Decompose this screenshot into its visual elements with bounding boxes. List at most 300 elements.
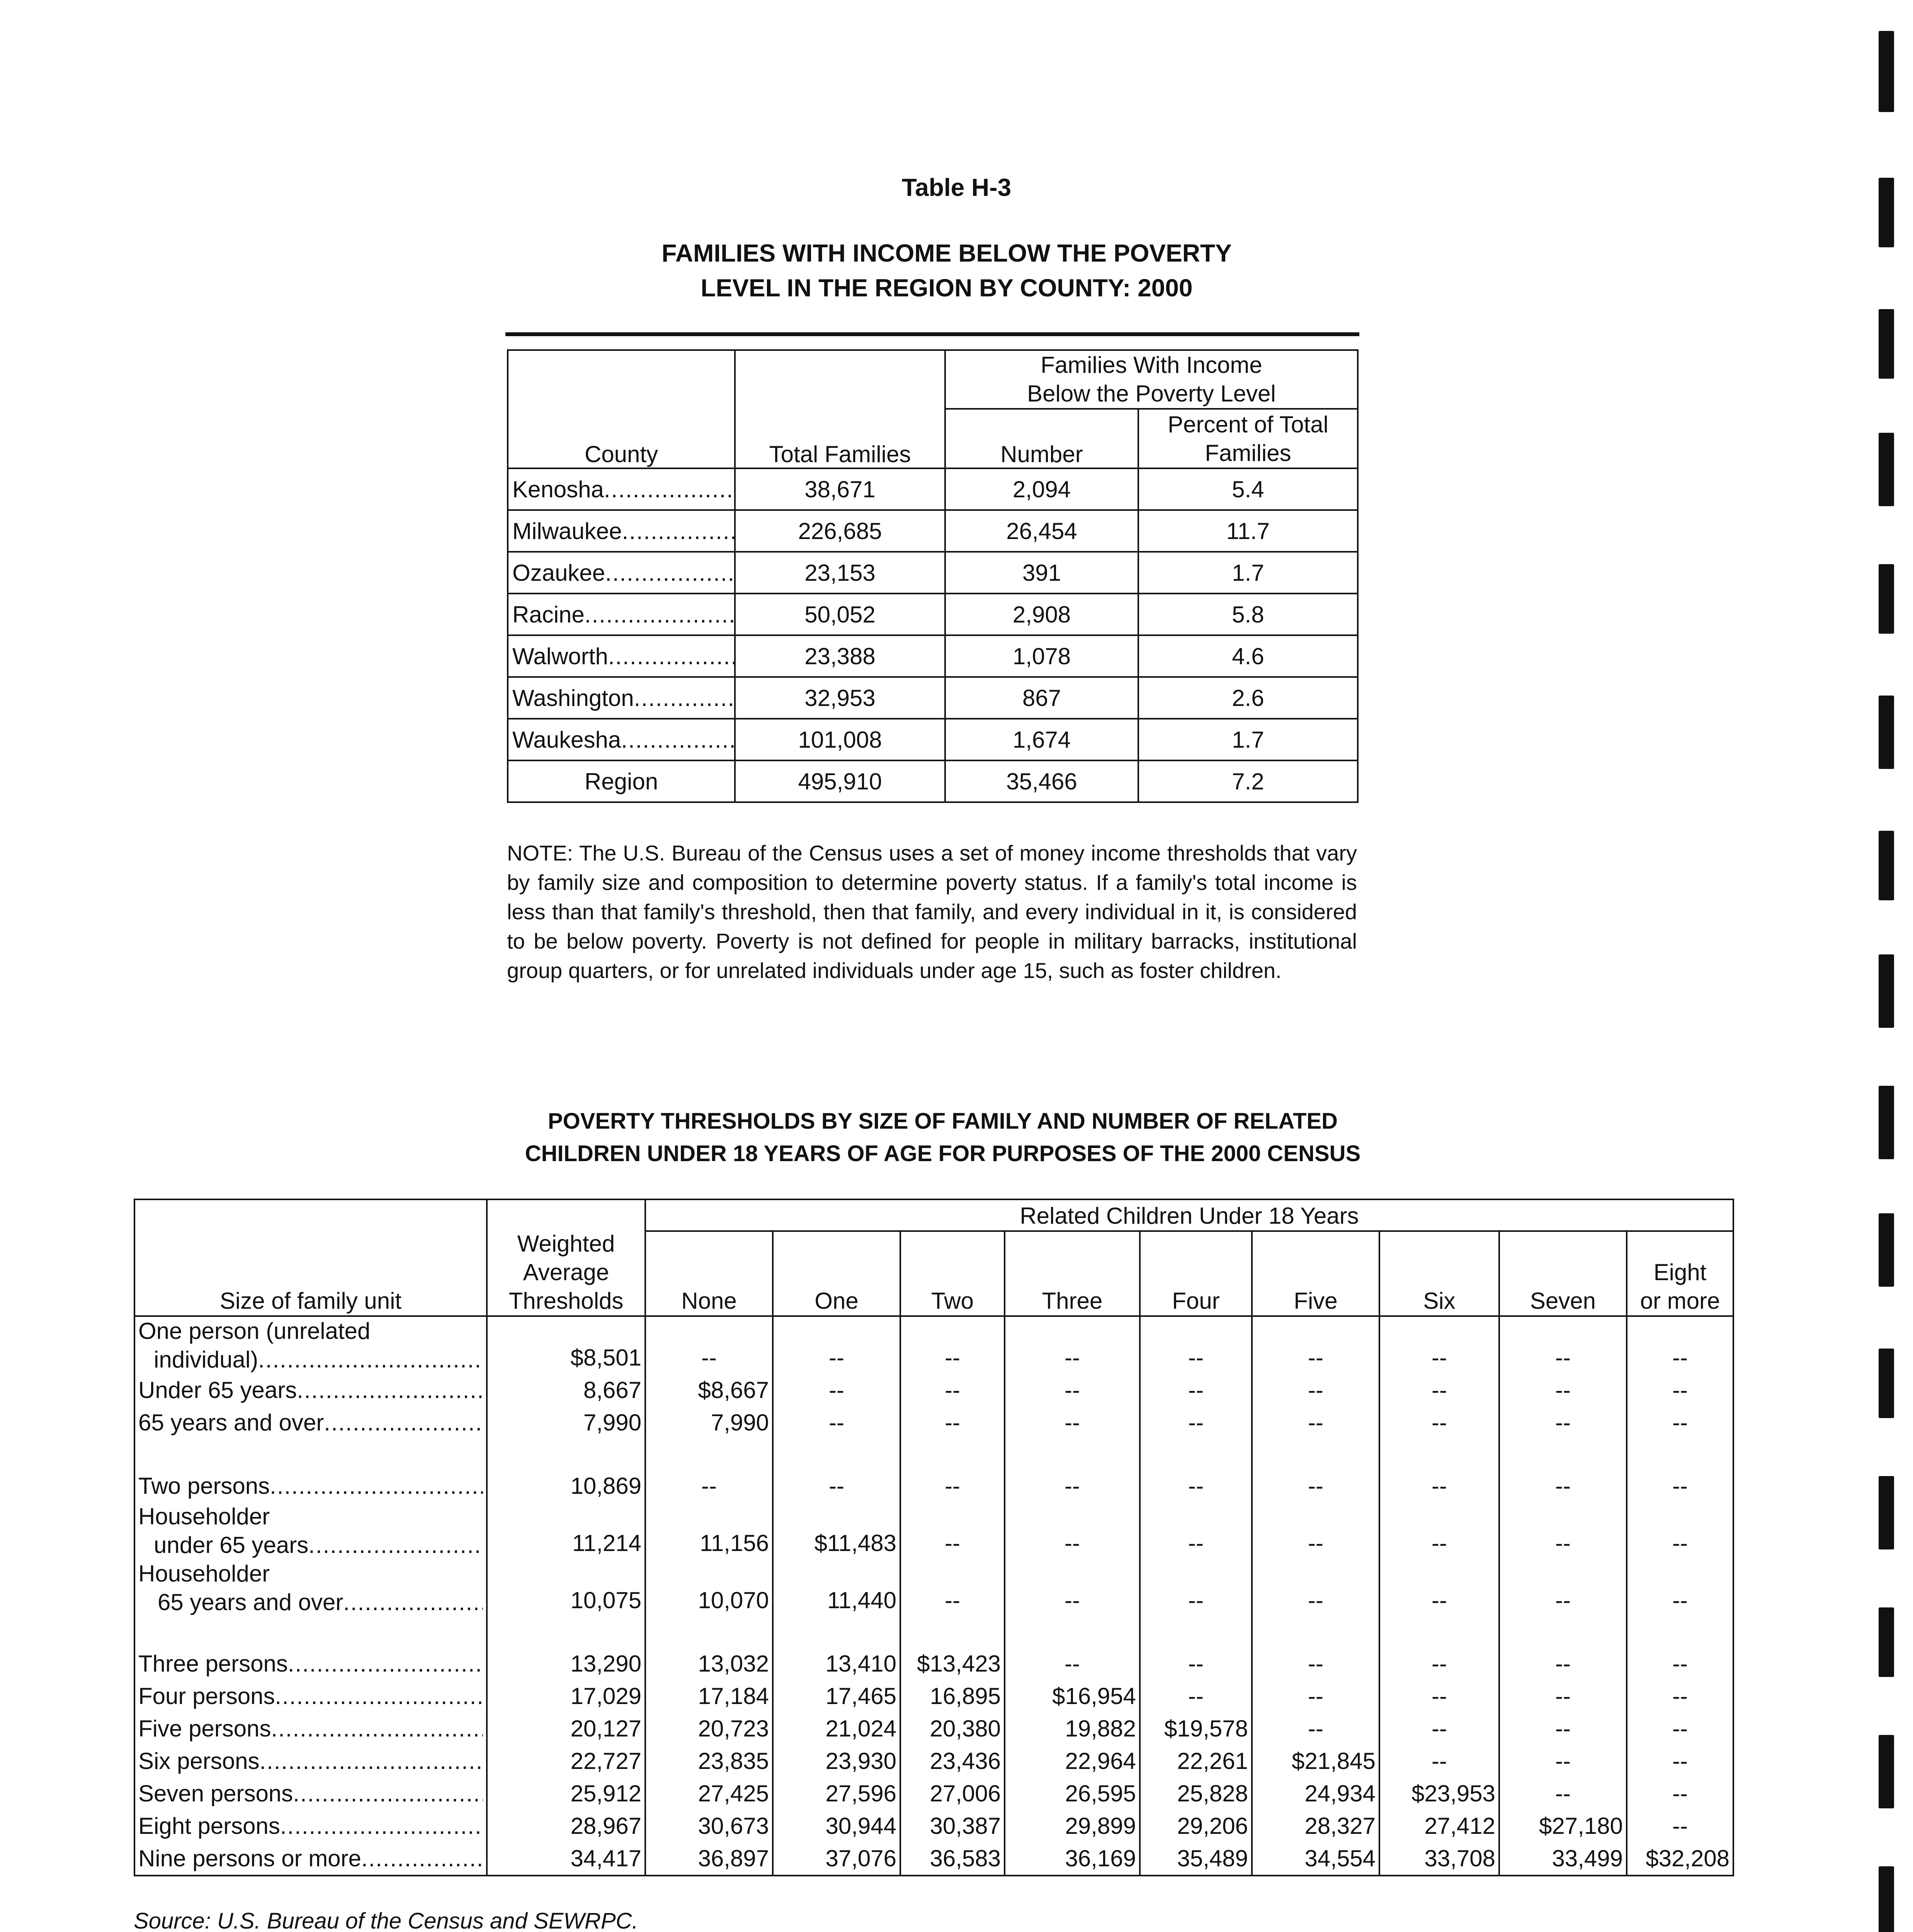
margin-bar [1879,1476,1894,1549]
threshold-cell: -- [1627,1745,1733,1777]
threshold-cell: -- [1379,1560,1499,1617]
threshold-cell: -- [1140,1502,1252,1560]
dot-leader [621,726,734,753]
percent-cell: 4.6 [1138,635,1358,677]
margin-bar [1879,1735,1894,1808]
threshold-cell: $8,667 [645,1374,773,1406]
family-size-label: Four persons [138,1683,275,1709]
family-size-label: individual) [154,1347,258,1372]
threshold-cell: 37,076 [773,1842,900,1876]
margin-bar [1879,1349,1894,1418]
percent-cell: 11.7 [1138,510,1358,552]
threshold-cell: 17,184 [645,1680,773,1713]
spacer-cell [1140,1617,1252,1648]
threshold-cell: -- [1499,1502,1627,1560]
threshold-cell: -- [1252,1713,1379,1745]
threshold-cell: -- [900,1374,1005,1406]
source-note: Source: U.S. Bureau of the Census and SEWRPC. [134,1908,638,1932]
margin-bar [1879,1866,1894,1932]
weighted-threshold-cell: 10,869 [487,1470,645,1502]
weighted-threshold-cell: 10,075 [487,1560,645,1617]
dot-leader [585,601,734,628]
dot-leader [259,1745,483,1777]
threshold-cell: -- [1005,1648,1140,1680]
table-row [134,1713,1733,1745]
threshold-cell: -- [1252,1648,1379,1680]
weighted-threshold-cell: 11,214 [487,1502,645,1560]
county-name: Kenosha [512,476,604,502]
margin-bar [1879,954,1894,1028]
threshold-cell: -- [1252,1316,1379,1374]
threshold-cell: -- [1379,1470,1499,1502]
threshold-cell: 20,723 [645,1713,773,1745]
weighted-threshold-cell: 7,990 [487,1406,645,1439]
table2-body [134,1316,1733,1876]
threshold-cell: -- [1627,1777,1733,1810]
number-cell: 391 [945,552,1138,594]
threshold-cell: -- [1627,1560,1733,1617]
margin-bar [1879,564,1894,634]
threshold-cell: -- [900,1470,1005,1502]
threshold-cell: -- [900,1316,1005,1374]
county-name: Washington [512,685,634,711]
threshold-cell: -- [900,1406,1005,1439]
family-size-cell [134,1648,487,1680]
margin-bar [1879,1086,1894,1159]
total-families-cell: 32,953 [735,677,945,719]
spacer-cell [1499,1439,1627,1470]
threshold-cell: $23,953 [1379,1777,1499,1810]
county-cell [508,594,735,635]
county-cell [508,719,735,760]
dot-leader [324,1406,483,1439]
threshold-cell: 30,387 [900,1810,1005,1842]
percent-cell: 5.4 [1138,468,1358,510]
table-row [508,635,1358,677]
threshold-cell: $32,208 [1627,1842,1733,1876]
county-cell [508,677,735,719]
threshold-cell: $11,483 [773,1502,900,1560]
threshold-cell: -- [1627,1316,1733,1374]
spacer-cell [1379,1439,1499,1470]
threshold-cell: 11,440 [773,1560,900,1617]
dot-leader [634,685,734,711]
spacer-cell [1252,1617,1379,1648]
threshold-cell: 10,070 [645,1560,773,1617]
table-row [134,1374,1733,1406]
total-families-cell: 23,388 [735,635,945,677]
spacer-cell [1379,1617,1499,1648]
threshold-cell: 34,554 [1252,1842,1379,1876]
total-families-cell: 495,910 [735,760,945,802]
dot-leader [622,518,734,544]
table-row [134,1680,1733,1713]
family-size-label: Householder [138,1561,270,1587]
percent-cell: 2.6 [1138,677,1358,719]
table-row [134,1560,1733,1617]
dot-leader [271,1713,483,1745]
total-families-cell: 226,685 [735,510,945,552]
family-size-cell [134,1745,487,1777]
spacer-cell [1627,1617,1733,1648]
county-cell [508,468,735,510]
county-cell [508,635,735,677]
family-size-label: 65 years and over [158,1589,343,1615]
table-row [508,719,1358,760]
threshold-cell: -- [1252,1406,1379,1439]
family-size-cell [134,1374,487,1406]
family-size-label: Seven persons [138,1781,293,1806]
spacer-cell [134,1617,487,1648]
table2-title-line: CHILDREN UNDER 18 YEARS OF AGE FOR PURPOSES OF THE 2000 CENSUS [525,1141,1361,1166]
number-cell: 2,908 [945,594,1138,635]
threshold-cell: 13,410 [773,1648,900,1680]
threshold-cell: -- [1005,1374,1140,1406]
threshold-cell: -- [1140,1648,1252,1680]
table-row [508,552,1358,594]
size-of-family-header: Size of family unit [134,1199,487,1316]
percent-cell: 5.8 [1138,594,1358,635]
table-row [134,1502,1733,1560]
threshold-cell: -- [900,1560,1005,1617]
table2-title-line: POVERTY THRESHOLDS BY SIZE OF FAMILY AND NUMBER OF RELATED [548,1109,1338,1134]
family-size-cell [134,1316,487,1374]
dot-leader [275,1680,483,1713]
family-size-label: Under 65 years [138,1377,297,1403]
threshold-cell: -- [1627,1713,1733,1745]
weighted-threshold-cell: 13,290 [487,1648,645,1680]
spacer-cell [1005,1617,1140,1648]
family-size-cell [134,1560,487,1617]
children-header: Three [1005,1231,1140,1316]
threshold-cell: 23,930 [773,1745,900,1777]
spacer-cell [773,1439,900,1470]
threshold-cell: 36,897 [645,1842,773,1876]
percent-cell: 7.2 [1138,760,1358,802]
number-cell: 2,094 [945,468,1138,510]
weighted-threshold-cell: 25,912 [487,1777,645,1810]
children-header: Six [1379,1231,1499,1316]
threshold-cell: -- [773,1374,900,1406]
table-row [134,1406,1733,1439]
total-families-cell: 23,153 [735,552,945,594]
table2-title [406,1105,1480,1170]
children-header: One [773,1231,900,1316]
weighted-threshold-cell: 20,127 [487,1713,645,1745]
weighted-threshold-cell: 28,967 [487,1810,645,1842]
threshold-cell: $16,954 [1005,1680,1140,1713]
table1-title-line: LEVEL IN THE REGION BY COUNTY: 2000 [701,274,1193,302]
weighted-average-header: Weighted Average Thresholds [487,1199,645,1316]
threshold-cell: $27,180 [1499,1810,1627,1842]
threshold-cell: -- [1379,1502,1499,1560]
threshold-cell: 27,006 [900,1777,1005,1810]
threshold-cell: 13,032 [645,1648,773,1680]
family-size-label: Eight persons [138,1813,280,1839]
threshold-cell: 30,673 [645,1810,773,1842]
threshold-cell: -- [1499,1680,1627,1713]
children-header: None [645,1231,773,1316]
threshold-cell: -- [1005,1406,1140,1439]
weighted-threshold-cell: 17,029 [487,1680,645,1713]
spacer-cell [645,1439,773,1470]
number-cell: 867 [945,677,1138,719]
threshold-cell: 11,156 [645,1502,773,1560]
threshold-cell: -- [1005,1560,1140,1617]
table1-title [502,236,1391,305]
dot-leader [608,643,734,670]
threshold-cell: -- [1627,1374,1733,1406]
family-size-label: One person (unrelated [138,1318,371,1344]
threshold-cell: 29,899 [1005,1810,1140,1842]
total-families-cell: 38,671 [735,468,945,510]
county-name: Walworth [512,643,608,669]
threshold-cell: 29,206 [1140,1810,1252,1842]
county-name: Racine [512,601,585,628]
table1-top-rule [505,332,1359,336]
threshold-cell: 23,835 [645,1745,773,1777]
threshold-cell: -- [1499,1374,1627,1406]
table-number: Table H-3 [901,173,1012,201]
threshold-cell: -- [1005,1502,1140,1560]
percent-cell: 1.7 [1138,552,1358,594]
threshold-cell: -- [1499,1316,1627,1374]
children-header: Four [1140,1231,1252,1316]
threshold-cell: 27,596 [773,1777,900,1810]
spacer-cell [645,1617,773,1648]
poverty-group-header: Families With Income Below the Poverty Level [945,350,1358,409]
threshold-cell: -- [1140,1316,1252,1374]
children-header: Seven [1499,1231,1627,1316]
dot-leader [288,1648,483,1680]
table-row [134,1316,1733,1374]
percent-header: Percent of Total Families [1138,409,1358,468]
table-row [508,510,1358,552]
total-families-header: Total Families [735,350,945,468]
children-header: Five [1252,1231,1379,1316]
family-size-label: 65 years and over [138,1410,324,1435]
margin-bar [1879,1213,1894,1287]
threshold-cell: 35,489 [1140,1842,1252,1876]
threshold-cell: 27,412 [1379,1810,1499,1842]
spacer-cell [900,1439,1005,1470]
threshold-cell: -- [1140,1470,1252,1502]
threshold-cell: -- [1627,1502,1733,1560]
threshold-cell: 22,964 [1005,1745,1140,1777]
family-size-cell [134,1406,487,1439]
threshold-cell: 33,499 [1499,1842,1627,1876]
threshold-cell: -- [1379,1713,1499,1745]
spacer-row [134,1439,1733,1470]
percent-cell: 1.7 [1138,719,1358,760]
threshold-cell: 30,944 [773,1810,900,1842]
threshold-cell: 21,024 [773,1713,900,1745]
number-header: Number [945,409,1138,468]
weighted-threshold-cell: 22,727 [487,1745,645,1777]
threshold-cell: $19,578 [1140,1713,1252,1745]
threshold-cell: -- [1627,1470,1733,1502]
poverty-thresholds-table [134,1199,1734,1876]
threshold-cell: -- [1140,1374,1252,1406]
threshold-cell: -- [1499,1777,1627,1810]
dot-leader [361,1842,483,1875]
total-families-cell: 101,008 [735,719,945,760]
threshold-cell: -- [1379,1680,1499,1713]
threshold-cell: -- [1499,1470,1627,1502]
spacer-cell [773,1617,900,1648]
table-row [508,468,1358,510]
region-label: Region [508,760,735,802]
threshold-cell: 28,327 [1252,1810,1379,1842]
spacer-cell [487,1439,645,1470]
spacer-cell [1140,1439,1252,1470]
family-size-label: Five persons [138,1716,271,1742]
threshold-cell: -- [1379,1374,1499,1406]
threshold-cell: 36,583 [900,1842,1005,1876]
threshold-cell: 24,934 [1252,1777,1379,1810]
threshold-cell: 23,436 [900,1745,1005,1777]
family-size-cell [134,1810,487,1842]
dot-leader [297,1374,483,1406]
county-cell [508,510,735,552]
spacer-cell [1252,1439,1379,1470]
spacer-cell [1005,1439,1140,1470]
spacer-cell [1499,1617,1627,1648]
family-size-label: Nine persons or more [138,1845,361,1871]
threshold-cell: 33,708 [1379,1842,1499,1876]
threshold-cell: 25,828 [1140,1777,1252,1810]
table1-note: NOTE: The U.S. Bureau of the Census uses a set of money income thresholds that vary by family size and composition to determine poverty status. If a family's total income is less than that family's threshold, then that family, and every individual in it, is considered to be below poverty. Poverty is not defined for people in military barracks, institutional group quarters, or for unrelated individuals under age 15, such as foster children. [507,841,1357,983]
threshold-cell: 7,990 [645,1406,773,1439]
spacer-cell [900,1617,1005,1648]
family-size-cell [134,1470,487,1502]
table-row [508,677,1358,719]
total-row [508,760,1358,802]
threshold-cell: -- [1379,1745,1499,1777]
family-size-cell [134,1713,487,1745]
table-row [134,1648,1733,1680]
county-name: Waukesha [512,726,621,753]
table-row [134,1745,1733,1777]
threshold-cell: -- [1499,1745,1627,1777]
spacer-row [134,1617,1733,1648]
threshold-cell: -- [1627,1648,1733,1680]
dot-leader [604,476,734,503]
threshold-cell: 19,882 [1005,1713,1140,1745]
dot-leader [343,1588,483,1617]
threshold-cell: $21,845 [1252,1745,1379,1777]
dot-leader [308,1531,483,1560]
threshold-cell: 16,895 [900,1680,1005,1713]
related-children-header: Related Children Under 18 Years [645,1199,1733,1231]
threshold-cell: -- [1627,1406,1733,1439]
family-size-cell [134,1842,487,1876]
table-row [134,1470,1733,1502]
threshold-cell: -- [1005,1316,1140,1374]
weighted-threshold-cell: 8,667 [487,1374,645,1406]
county-header: County [508,350,735,468]
dot-leader [605,560,734,586]
threshold-cell: -- [773,1470,900,1502]
threshold-cell: -- [1499,1560,1627,1617]
family-size-label: Six persons [138,1748,260,1774]
table-row [134,1777,1733,1810]
family-size-cell [134,1777,487,1810]
family-size-label: Three persons [138,1651,288,1677]
threshold-cell: -- [1252,1680,1379,1713]
margin-bar [1879,31,1894,112]
spacer-cell [1627,1439,1733,1470]
threshold-cell: -- [773,1316,900,1374]
weighted-threshold-cell: $8,501 [487,1316,645,1374]
families-poverty-table [507,349,1359,803]
threshold-cell: -- [1499,1713,1627,1745]
threshold-cell: -- [1252,1374,1379,1406]
threshold-cell: -- [1140,1406,1252,1439]
threshold-cell: $13,423 [900,1648,1005,1680]
threshold-cell: -- [1379,1316,1499,1374]
threshold-cell: -- [1379,1406,1499,1439]
dot-leader [293,1777,483,1810]
family-size-cell [134,1502,487,1560]
threshold-cell: -- [1627,1810,1733,1842]
threshold-cell: 36,169 [1005,1842,1140,1876]
threshold-cell: -- [1005,1470,1140,1502]
table-row [134,1810,1733,1842]
threshold-cell: -- [1252,1502,1379,1560]
threshold-cell: -- [1140,1680,1252,1713]
threshold-cell: -- [1379,1648,1499,1680]
table1-body [508,468,1358,802]
dot-leader [270,1470,483,1502]
threshold-cell: 17,465 [773,1680,900,1713]
table-row [134,1842,1733,1876]
threshold-cell: -- [1252,1470,1379,1502]
threshold-cell: -- [1499,1406,1627,1439]
children-header: Two [900,1231,1005,1316]
family-size-label: Householder [138,1503,270,1529]
threshold-cell: -- [773,1406,900,1439]
table-row [508,594,1358,635]
number-cell: 26,454 [945,510,1138,552]
threshold-cell: 27,425 [645,1777,773,1810]
eight-or-more-header: Eight or more [1627,1231,1733,1316]
total-families-cell: 50,052 [735,594,945,635]
family-size-label: under 65 years [154,1532,309,1558]
dot-leader [258,1345,483,1374]
county-name: Ozaukee [512,560,605,586]
number-cell: 35,466 [945,760,1138,802]
threshold-cell: 26,595 [1005,1777,1140,1810]
margin-bar [1879,309,1894,379]
margin-bar [1879,1607,1894,1677]
threshold-cell: 20,380 [900,1713,1005,1745]
threshold-cell: -- [1627,1680,1733,1713]
county-name: Milwaukee [512,518,622,544]
table1-title-line: FAMILIES WITH INCOME BELOW THE POVERTY [661,239,1232,267]
threshold-cell: -- [1140,1560,1252,1617]
spacer-cell [134,1439,487,1470]
threshold-cell: -- [645,1470,773,1502]
number-cell: 1,078 [945,635,1138,677]
spacer-cell [487,1617,645,1648]
threshold-cell: -- [645,1316,773,1374]
threshold-cell: 22,261 [1140,1745,1252,1777]
family-size-cell [134,1680,487,1713]
weighted-threshold-cell: 34,417 [487,1842,645,1876]
margin-bar [1879,433,1894,506]
threshold-cell: -- [900,1502,1005,1560]
